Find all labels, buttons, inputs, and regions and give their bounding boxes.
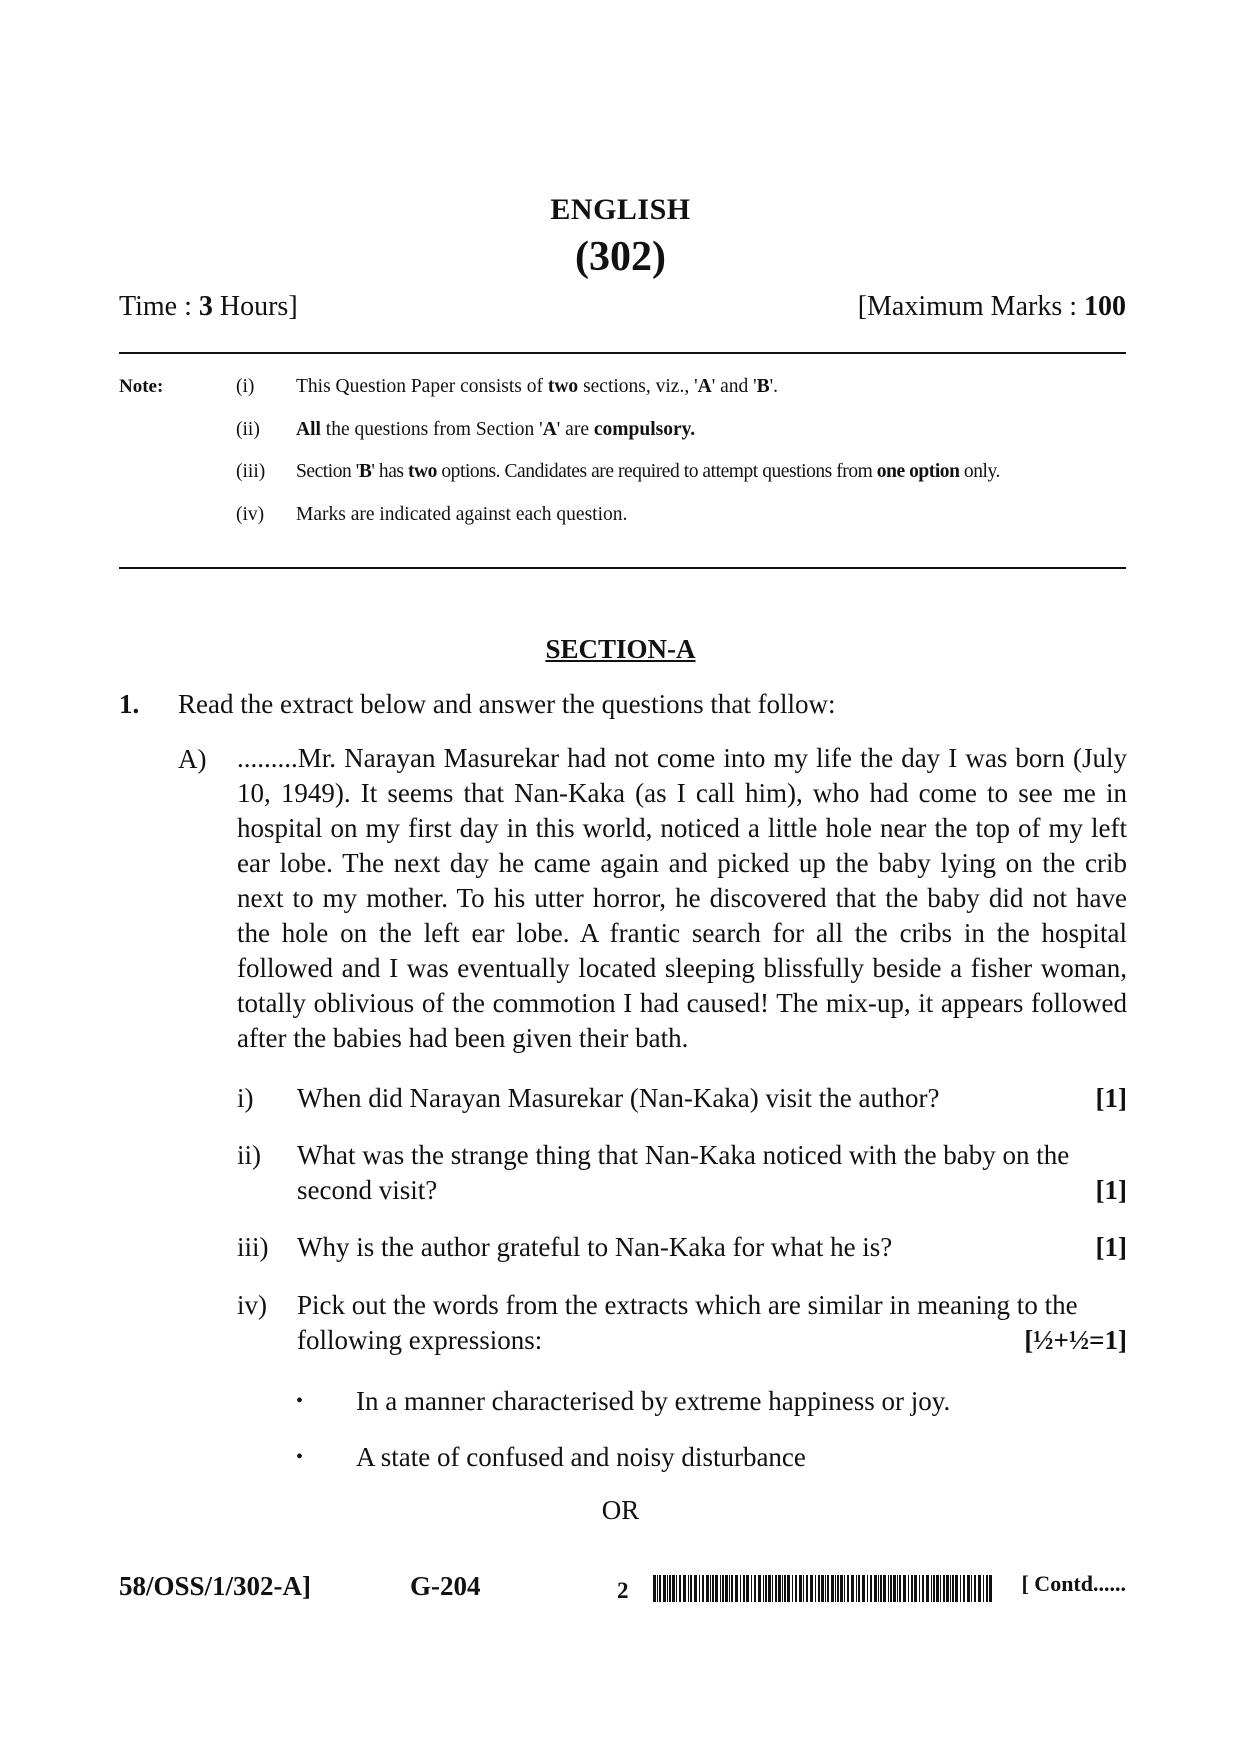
or-separator: OR bbox=[601, 1495, 640, 1525]
subject-code: (302) bbox=[575, 234, 666, 280]
marks-label: [1] bbox=[1095, 1175, 1127, 1205]
barcode-icon bbox=[653, 1575, 997, 1602]
section-heading: SECTION-A bbox=[545, 634, 696, 664]
page-number: 2 bbox=[617, 1578, 629, 1603]
set-code: G-204 bbox=[410, 1571, 481, 1601]
subject-title: ENGLISH bbox=[550, 193, 691, 226]
question-number: 1. bbox=[119, 689, 140, 719]
marks-label: [1] bbox=[1095, 1232, 1127, 1262]
part-label: A) bbox=[178, 744, 207, 774]
divider-bottom bbox=[119, 567, 1126, 569]
reading-extract: .........Mr. Narayan Masurekar had not come into my life the day I was born (July 10, 1949). It seems that Nan-Kaka (as I call him), who had come to see me in hospital on my first day in this world, noticed a little hole near the top of my left ear lobe. The next day he came again and picked up the baby lying on the crib next to my mother. To his utter horror, he discovered that the baby did not have the hole on the left ear lobe. A frantic search for all the cribs in the hospital followed and I was eventually located sleeping blissfully beside a fisher woman, totally oblivious of the commotion I had caused! The mix-up, it appears followed after the babies had been given their bath. bbox=[237, 743, 1127, 1053]
question-instruction: Read the extract below and answer the questions that follow: bbox=[178, 689, 836, 719]
continued-label: [ Contd...... bbox=[1021, 1571, 1126, 1596]
note-label: Note: bbox=[119, 376, 164, 397]
bullet-icon: • bbox=[296, 1390, 304, 1412]
divider-top bbox=[119, 352, 1126, 354]
marks-label: [½+½=1] bbox=[1024, 1325, 1127, 1355]
paper-code: 58/OSS/1/302-A] bbox=[119, 1571, 312, 1601]
maximum-marks: [Maximum Marks : 100 bbox=[857, 291, 1126, 322]
time-allowed: Time : 3 Hours] bbox=[119, 291, 298, 322]
exam-page: ENGLISH (302) Time : 3 Hours] [Maximum Marks : 100 Note: (i) This Question Paper consists of two sections, viz., 'A' and 'B'. (ii) All the questions from Section 'A' are compulsory. (iii) Section 'B' has two options. Candidates are required to attempt questions from one option only. (iv) Marks are indicated against each question. SECTION-A 1. Read the extract below and answer the questions that follow: A) .........Mr. Narayan Masurekar had not come into my life the day I was born (July 10, 1949). It seems that Nan-Kaka (as I call him), who had come to see me in hospital on my first day in this world, noticed a little hole near the top of my left ear lobe. The next day he came again and picked up the baby lying on the crib next to my mother. To his utter horror, he discovered that the baby did not have the hole on the left ear lobe. A frantic search for all the cribs in the hospital followed and I was eventually located sleeping blissfully beside a fisher woman, totally oblivious of the commotion I had caused! The mix-up, it appears followed after the babies had been given their bath. i) When did Narayan Masurekar (Nan-Kaka) visit the author? [1] ii) What was the strange thing that Nan-Kaka noticed with the baby on the second visit? [1] iii) Why is the author grateful to Nan-Kaka for what he is? [1] iv) Pick out the words from the extracts which are similar in meaning to the following expressions: [½+½=1] • In a manner characterised by extreme happiness or joy. • A state of confused and noisy disturbance OR 58/OSS/1/302-A] G-204 2 [ Contd...... bbox=[0, 0, 1241, 1754]
marks-label: [1] bbox=[1095, 1083, 1127, 1113]
bullet-icon: • bbox=[296, 1446, 304, 1468]
